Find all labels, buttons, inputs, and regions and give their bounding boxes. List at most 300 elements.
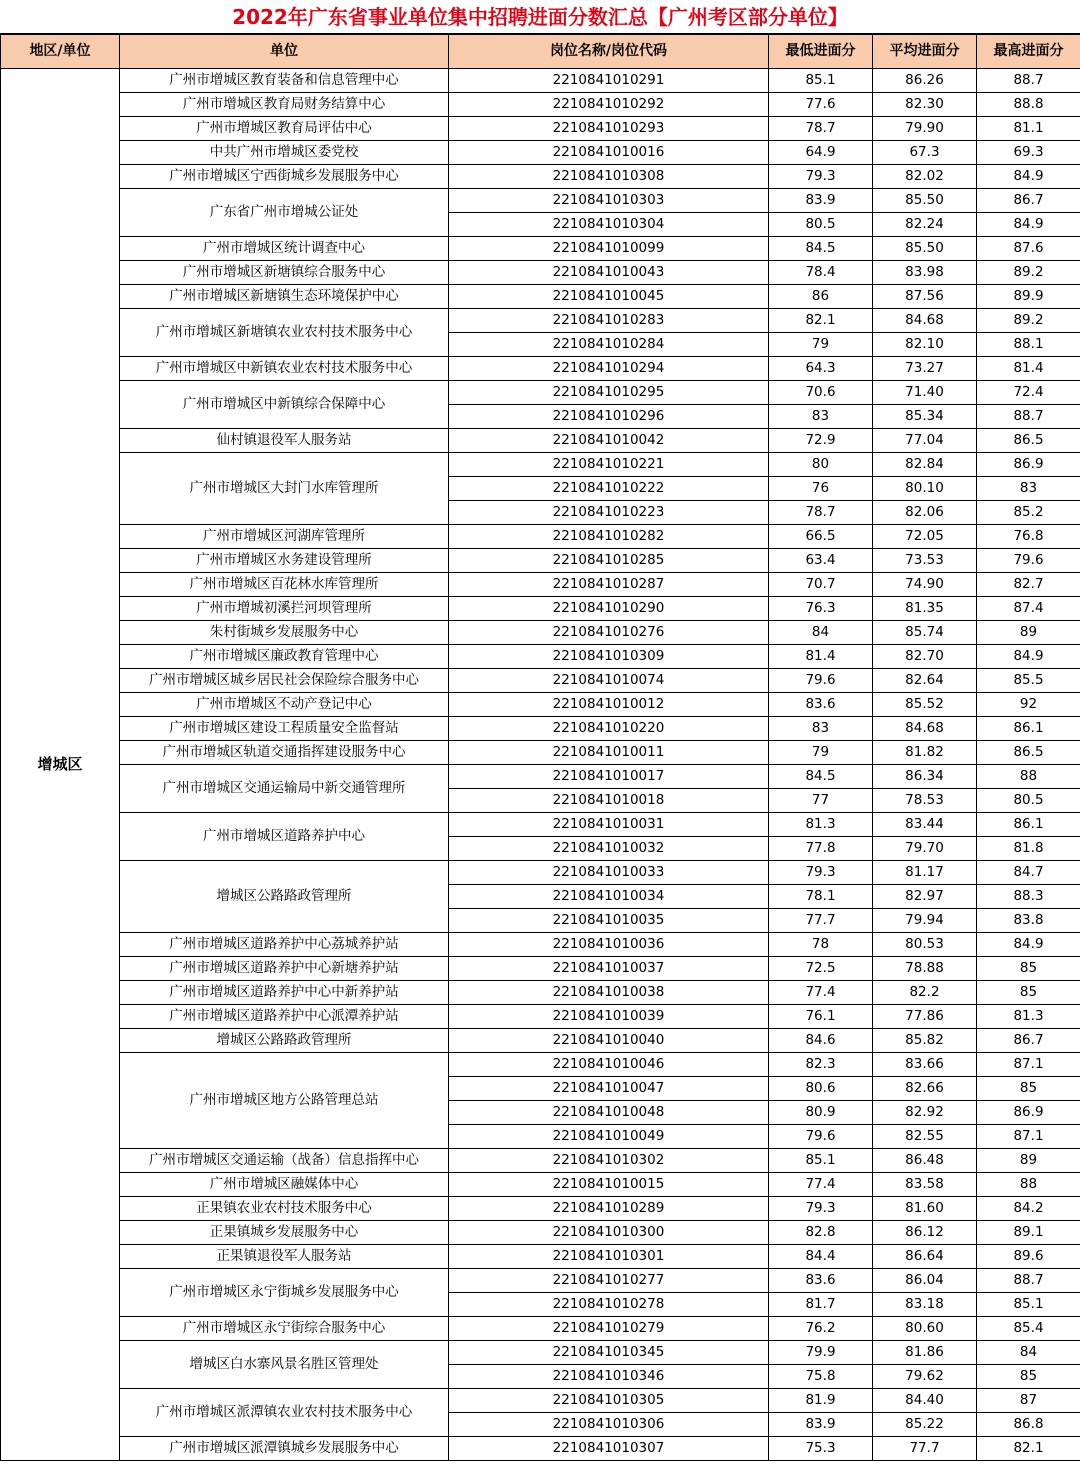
avg-score-cell: 83.98 — [873, 261, 977, 285]
position-code-cell: 2210841010034 — [449, 885, 769, 909]
max-score-cell: 87.1 — [977, 1125, 1080, 1149]
header-max-score: 最高进面分 — [977, 35, 1080, 69]
avg-score-cell: 79.90 — [873, 117, 977, 141]
min-score-cell: 70.7 — [769, 573, 873, 597]
unit-name-cell: 朱村街城乡发展服务中心 — [120, 621, 449, 645]
min-score-cell: 80 — [769, 453, 873, 477]
avg-score-cell: 79.62 — [873, 1365, 977, 1389]
position-code-cell: 2210841010305 — [449, 1389, 769, 1413]
min-score-cell: 85.1 — [769, 1149, 873, 1173]
unit-name-cell: 广州市增城区宁西街城乡发展服务中心 — [120, 165, 449, 189]
min-score-cell: 77.7 — [769, 909, 873, 933]
table-row — [1, 1005, 1080, 1029]
unit-name-cell: 广州市增城区永宁街城乡发展服务中心 — [120, 1269, 449, 1317]
table-row — [1, 1341, 1080, 1365]
max-score-cell: 86.9 — [977, 1101, 1080, 1125]
max-score-cell: 84.9 — [977, 645, 1080, 669]
header-region: 地区/单位 — [1, 35, 120, 69]
max-score-cell: 89.9 — [977, 285, 1080, 309]
max-score-cell: 87.1 — [977, 1053, 1080, 1077]
max-score-cell: 89.2 — [977, 309, 1080, 333]
avg-score-cell: 82.30 — [873, 93, 977, 117]
position-code-cell: 2210841010099 — [449, 237, 769, 261]
table-row — [1, 717, 1080, 741]
position-code-cell: 2210841010287 — [449, 573, 769, 597]
min-score-cell: 78 — [769, 933, 873, 957]
max-score-cell: 81.8 — [977, 837, 1080, 861]
position-code-cell: 2210841010293 — [449, 117, 769, 141]
min-score-cell: 84 — [769, 621, 873, 645]
table-row — [1, 813, 1080, 837]
table-row — [1, 1053, 1080, 1077]
avg-score-cell: 86.12 — [873, 1221, 977, 1245]
position-code-cell: 2210841010285 — [449, 549, 769, 573]
max-score-cell: 85 — [977, 1077, 1080, 1101]
unit-name-cell: 广州市增城区融媒体中心 — [120, 1173, 449, 1197]
table-row — [1, 693, 1080, 717]
min-score-cell: 83 — [769, 717, 873, 741]
table-row — [1, 453, 1080, 477]
unit-name-cell: 广州市增城区百花林水库管理所 — [120, 573, 449, 597]
table-row — [1, 189, 1080, 213]
table-row — [1, 1029, 1080, 1053]
min-score-cell: 78.4 — [769, 261, 873, 285]
avg-score-cell: 82.24 — [873, 213, 977, 237]
max-score-cell: 76.8 — [977, 525, 1080, 549]
max-score-cell: 86.8 — [977, 1413, 1080, 1437]
avg-score-cell: 84.40 — [873, 1389, 977, 1413]
min-score-cell: 78.1 — [769, 885, 873, 909]
avg-score-cell: 86.64 — [873, 1245, 977, 1269]
unit-name-cell: 广州市增城区河湖库管理所 — [120, 525, 449, 549]
table-row — [1, 645, 1080, 669]
unit-name-cell: 广州市增城区水务建设管理所 — [120, 549, 449, 573]
table-row — [1, 117, 1080, 141]
position-code-cell: 2210841010291 — [449, 69, 769, 93]
max-score-cell: 85.1 — [977, 1293, 1080, 1317]
avg-score-cell: 85.74 — [873, 621, 977, 645]
table-header-row — [1, 35, 1080, 69]
avg-score-cell: 83.66 — [873, 1053, 977, 1077]
avg-score-cell: 77.7 — [873, 1437, 977, 1461]
position-code-cell: 2210841010048 — [449, 1101, 769, 1125]
table-row — [1, 981, 1080, 1005]
min-score-cell: 81.4 — [769, 645, 873, 669]
min-score-cell: 76.3 — [769, 597, 873, 621]
min-score-cell: 80.5 — [769, 213, 873, 237]
table-row — [1, 1221, 1080, 1245]
min-score-cell: 70.6 — [769, 381, 873, 405]
position-code-cell: 2210841010289 — [449, 1197, 769, 1221]
table-row — [1, 237, 1080, 261]
avg-score-cell: 85.34 — [873, 405, 977, 429]
min-score-cell: 77.6 — [769, 93, 873, 117]
min-score-cell: 79.6 — [769, 1125, 873, 1149]
position-code-cell: 2210841010012 — [449, 693, 769, 717]
max-score-cell: 88 — [977, 765, 1080, 789]
max-score-cell: 85 — [977, 957, 1080, 981]
table-row — [1, 741, 1080, 765]
max-score-cell: 84.7 — [977, 861, 1080, 885]
position-code-cell: 2210841010303 — [449, 189, 769, 213]
avg-score-cell: 77.04 — [873, 429, 977, 453]
unit-name-cell: 广东省广州市增城公证处 — [120, 189, 449, 237]
position-code-cell: 2210841010295 — [449, 381, 769, 405]
position-code-cell: 2210841010220 — [449, 717, 769, 741]
min-score-cell: 79 — [769, 741, 873, 765]
max-score-cell: 89.2 — [977, 261, 1080, 285]
avg-score-cell: 73.27 — [873, 357, 977, 381]
max-score-cell: 88.3 — [977, 885, 1080, 909]
avg-score-cell: 81.82 — [873, 741, 977, 765]
position-code-cell: 2210841010223 — [449, 501, 769, 525]
min-score-cell: 86 — [769, 285, 873, 309]
max-score-cell: 86.1 — [977, 813, 1080, 837]
max-score-cell: 80.5 — [977, 789, 1080, 813]
max-score-cell: 84 — [977, 1341, 1080, 1365]
max-score-cell: 84.2 — [977, 1197, 1080, 1221]
table-row — [1, 669, 1080, 693]
max-score-cell: 88.1 — [977, 333, 1080, 357]
position-code-cell: 2210841010302 — [449, 1149, 769, 1173]
position-code-cell: 2210841010043 — [449, 261, 769, 285]
min-score-cell: 79.3 — [769, 1197, 873, 1221]
avg-score-cell: 82.70 — [873, 645, 977, 669]
avg-score-cell: 77.86 — [873, 1005, 977, 1029]
unit-name-cell: 广州市增城区中新镇综合保障中心 — [120, 381, 449, 429]
position-code-cell: 2210841010032 — [449, 837, 769, 861]
unit-name-cell: 广州市增城区教育装备和信息管理中心 — [120, 69, 449, 93]
max-score-cell: 88.8 — [977, 93, 1080, 117]
min-score-cell: 76.1 — [769, 1005, 873, 1029]
position-code-cell: 2210841010306 — [449, 1413, 769, 1437]
min-score-cell: 63.4 — [769, 549, 873, 573]
table-row — [1, 1173, 1080, 1197]
avg-score-cell: 71.40 — [873, 381, 977, 405]
unit-name-cell: 广州市增城区教育局财务结算中心 — [120, 93, 449, 117]
max-score-cell: 84.9 — [977, 213, 1080, 237]
position-code-cell: 2210841010346 — [449, 1365, 769, 1389]
table-row — [1, 1317, 1080, 1341]
table-row — [1, 525, 1080, 549]
table-row — [1, 1149, 1080, 1173]
position-code-cell: 2210841010307 — [449, 1437, 769, 1461]
table-row — [1, 597, 1080, 621]
avg-score-cell: 83.18 — [873, 1293, 977, 1317]
unit-name-cell: 广州市增城区新塘镇农业农村技术服务中心 — [120, 309, 449, 357]
min-score-cell: 77.4 — [769, 1173, 873, 1197]
position-code-cell: 2210841010296 — [449, 405, 769, 429]
avg-score-cell: 80.53 — [873, 933, 977, 957]
position-code-cell: 2210841010301 — [449, 1245, 769, 1269]
unit-name-cell: 广州市增城区道路养护中心中新养护站 — [120, 981, 449, 1005]
unit-name-cell: 广州市增城区地方公路管理总站 — [120, 1053, 449, 1149]
avg-score-cell: 79.94 — [873, 909, 977, 933]
avg-score-cell: 67.3 — [873, 141, 977, 165]
position-code-cell: 2210841010074 — [449, 669, 769, 693]
position-code-cell: 2210841010222 — [449, 477, 769, 501]
unit-name-cell: 中共广州市增城区委党校 — [120, 141, 449, 165]
min-score-cell: 78.7 — [769, 501, 873, 525]
min-score-cell: 75.8 — [769, 1365, 873, 1389]
position-code-cell: 2210841010040 — [449, 1029, 769, 1053]
position-code-cell: 2210841010046 — [449, 1053, 769, 1077]
table-row — [1, 357, 1080, 381]
position-code-cell: 2210841010018 — [449, 789, 769, 813]
position-code-cell: 2210841010284 — [449, 333, 769, 357]
avg-score-cell: 80.60 — [873, 1317, 977, 1341]
position-code-cell: 2210841010308 — [449, 165, 769, 189]
unit-name-cell: 广州市增城初溪拦河坝管理所 — [120, 597, 449, 621]
max-score-cell: 88.7 — [977, 1269, 1080, 1293]
table-row — [1, 285, 1080, 309]
max-score-cell: 87 — [977, 1389, 1080, 1413]
table-row — [1, 165, 1080, 189]
min-score-cell: 83.9 — [769, 189, 873, 213]
avg-score-cell: 84.68 — [873, 309, 977, 333]
min-score-cell: 64.9 — [769, 141, 873, 165]
max-score-cell: 69.3 — [977, 141, 1080, 165]
position-code-cell: 2210841010039 — [449, 1005, 769, 1029]
table-row — [1, 1245, 1080, 1269]
avg-score-cell: 79.70 — [873, 837, 977, 861]
unit-name-cell: 广州市增城区永宁街综合服务中心 — [120, 1317, 449, 1341]
max-score-cell: 86.5 — [977, 741, 1080, 765]
min-score-cell: 64.3 — [769, 357, 873, 381]
position-code-cell: 2210841010036 — [449, 933, 769, 957]
max-score-cell: 83 — [977, 477, 1080, 501]
position-code-cell: 2210841010038 — [449, 981, 769, 1005]
min-score-cell: 83 — [769, 405, 873, 429]
avg-score-cell: 82.66 — [873, 1077, 977, 1101]
max-score-cell: 81.3 — [977, 1005, 1080, 1029]
min-score-cell: 82.1 — [769, 309, 873, 333]
min-score-cell: 81.7 — [769, 1293, 873, 1317]
max-score-cell: 89.6 — [977, 1245, 1080, 1269]
unit-name-cell: 广州市增城区教育局评估中心 — [120, 117, 449, 141]
position-code-cell: 2210841010345 — [449, 1341, 769, 1365]
avg-score-cell: 84.68 — [873, 717, 977, 741]
min-score-cell: 84.6 — [769, 1029, 873, 1053]
min-score-cell: 81.3 — [769, 813, 873, 837]
position-code-cell: 2210841010011 — [449, 741, 769, 765]
max-score-cell: 85.4 — [977, 1317, 1080, 1341]
table-row — [1, 1437, 1080, 1461]
table-row — [1, 933, 1080, 957]
avg-score-cell: 87.56 — [873, 285, 977, 309]
avg-score-cell: 85.52 — [873, 693, 977, 717]
max-score-cell: 85.5 — [977, 669, 1080, 693]
table-row — [1, 429, 1080, 453]
avg-score-cell: 86.26 — [873, 69, 977, 93]
position-code-cell: 2210841010047 — [449, 1077, 769, 1101]
max-score-cell: 86.9 — [977, 453, 1080, 477]
max-score-cell: 85.2 — [977, 501, 1080, 525]
min-score-cell: 81.9 — [769, 1389, 873, 1413]
max-score-cell: 86.1 — [977, 717, 1080, 741]
unit-name-cell: 仙村镇退役军人服务站 — [120, 429, 449, 453]
unit-name-cell: 广州市增城区不动产登记中心 — [120, 693, 449, 717]
min-score-cell: 80.9 — [769, 1101, 873, 1125]
unit-name-cell: 正果镇城乡发展服务中心 — [120, 1221, 449, 1245]
max-score-cell: 82.1 — [977, 1437, 1080, 1461]
min-score-cell: 72.9 — [769, 429, 873, 453]
avg-score-cell: 73.53 — [873, 549, 977, 573]
unit-name-cell: 广州市增城区派潭镇城乡发展服务中心 — [120, 1437, 449, 1461]
position-code-cell: 2210841010292 — [449, 93, 769, 117]
unit-name-cell: 增城区公路路政管理所 — [120, 861, 449, 933]
table-row — [1, 93, 1080, 117]
max-score-cell: 83.8 — [977, 909, 1080, 933]
position-code-cell: 2210841010300 — [449, 1221, 769, 1245]
max-score-cell: 87.4 — [977, 597, 1080, 621]
header-min-score: 最低进面分 — [769, 35, 873, 69]
min-score-cell: 82.8 — [769, 1221, 873, 1245]
min-score-cell: 77.8 — [769, 837, 873, 861]
position-code-cell: 2210841010016 — [449, 141, 769, 165]
unit-name-cell: 正果镇退役军人服务站 — [120, 1245, 449, 1269]
avg-score-cell: 80.10 — [873, 477, 977, 501]
unit-name-cell: 广州市增城区交通运输（战备）信息指挥中心 — [120, 1149, 449, 1173]
min-score-cell: 76 — [769, 477, 873, 501]
table-row — [1, 141, 1080, 165]
avg-score-cell: 82.2 — [873, 981, 977, 1005]
avg-score-cell: 81.86 — [873, 1341, 977, 1365]
table-row — [1, 621, 1080, 645]
min-score-cell: 83.9 — [769, 1413, 873, 1437]
min-score-cell: 85.1 — [769, 69, 873, 93]
min-score-cell: 79.3 — [769, 861, 873, 885]
max-score-cell: 84.9 — [977, 933, 1080, 957]
unit-name-cell: 广州市增城区统计调查中心 — [120, 237, 449, 261]
max-score-cell: 85 — [977, 1365, 1080, 1389]
avg-score-cell: 81.35 — [873, 597, 977, 621]
table-row — [1, 957, 1080, 981]
max-score-cell: 92 — [977, 693, 1080, 717]
position-code-cell: 2210841010037 — [449, 957, 769, 981]
avg-score-cell: 82.97 — [873, 885, 977, 909]
avg-score-cell: 82.55 — [873, 1125, 977, 1149]
avg-score-cell: 86.48 — [873, 1149, 977, 1173]
avg-score-cell: 72.05 — [873, 525, 977, 549]
max-score-cell: 79.6 — [977, 549, 1080, 573]
position-code-cell: 2210841010015 — [449, 1173, 769, 1197]
position-code-cell: 2210841010035 — [449, 909, 769, 933]
avg-score-cell: 82.10 — [873, 333, 977, 357]
position-code-cell: 2210841010017 — [449, 765, 769, 789]
position-code-cell: 2210841010049 — [449, 1125, 769, 1149]
min-score-cell: 84.5 — [769, 765, 873, 789]
max-score-cell: 88.7 — [977, 405, 1080, 429]
table-row — [1, 861, 1080, 885]
unit-name-cell: 广州市增城区道路养护中心 — [120, 813, 449, 861]
table-row — [1, 1389, 1080, 1413]
avg-score-cell: 74.90 — [873, 573, 977, 597]
unit-name-cell: 广州市增城区道路养护中心新塘养护站 — [120, 957, 449, 981]
min-score-cell: 75.3 — [769, 1437, 873, 1461]
avg-score-cell: 82.92 — [873, 1101, 977, 1125]
avg-score-cell: 82.02 — [873, 165, 977, 189]
position-code-cell: 2210841010221 — [449, 453, 769, 477]
unit-name-cell: 广州市增城区建设工程质量安全监督站 — [120, 717, 449, 741]
min-score-cell: 80.6 — [769, 1077, 873, 1101]
avg-score-cell: 82.64 — [873, 669, 977, 693]
min-score-cell: 83.6 — [769, 693, 873, 717]
max-score-cell: 81.1 — [977, 117, 1080, 141]
table-body — [1, 69, 1080, 1461]
min-score-cell: 77.4 — [769, 981, 873, 1005]
position-code-cell: 2210841010294 — [449, 357, 769, 381]
position-code-cell: 2210841010045 — [449, 285, 769, 309]
max-score-cell: 88.7 — [977, 69, 1080, 93]
header-position-code: 岗位名称/岗位代码 — [449, 35, 769, 69]
position-code-cell: 2210841010278 — [449, 1293, 769, 1317]
min-score-cell: 79.3 — [769, 165, 873, 189]
region-cell: 增城区 — [1, 69, 120, 1461]
min-score-cell: 84.5 — [769, 237, 873, 261]
unit-name-cell: 广州市增城区新塘镇综合服务中心 — [120, 261, 449, 285]
min-score-cell: 82.3 — [769, 1053, 873, 1077]
unit-name-cell: 广州市增城区新塘镇生态环境保护中心 — [120, 285, 449, 309]
avg-score-cell: 78.88 — [873, 957, 977, 981]
position-code-cell: 2210841010282 — [449, 525, 769, 549]
min-score-cell: 72.5 — [769, 957, 873, 981]
avg-score-cell: 85.82 — [873, 1029, 977, 1053]
max-score-cell: 87.6 — [977, 237, 1080, 261]
table-row — [1, 549, 1080, 573]
score-table — [0, 34, 1080, 1461]
header-avg-score: 平均进面分 — [873, 35, 977, 69]
page-title: 2022年广东省事业单位集中招聘进面分数汇总【广州考区部分单位】 — [0, 0, 1080, 34]
position-code-cell: 2210841010276 — [449, 621, 769, 645]
unit-name-cell: 广州市增城区廉政教育管理中心 — [120, 645, 449, 669]
avg-score-cell: 81.60 — [873, 1197, 977, 1221]
max-score-cell: 88 — [977, 1173, 1080, 1197]
unit-name-cell: 广州市增城区中新镇农业农村技术服务中心 — [120, 357, 449, 381]
unit-name-cell: 广州市增城区大封门水库管理所 — [120, 453, 449, 525]
table-row — [1, 261, 1080, 285]
position-code-cell: 2210841010283 — [449, 309, 769, 333]
max-score-cell: 89 — [977, 1149, 1080, 1173]
min-score-cell: 66.5 — [769, 525, 873, 549]
max-score-cell: 89.1 — [977, 1221, 1080, 1245]
position-code-cell: 2210841010279 — [449, 1317, 769, 1341]
min-score-cell: 84.4 — [769, 1245, 873, 1269]
table-row — [1, 381, 1080, 405]
position-code-cell: 2210841010033 — [449, 861, 769, 885]
table-row — [1, 69, 1080, 93]
avg-score-cell: 85.22 — [873, 1413, 977, 1437]
avg-score-cell: 81.17 — [873, 861, 977, 885]
min-score-cell: 83.6 — [769, 1269, 873, 1293]
max-score-cell: 86.7 — [977, 189, 1080, 213]
unit-name-cell: 广州市增城区交通运输局中新交通管理所 — [120, 765, 449, 813]
unit-name-cell: 增城区白水寨风景名胜区管理处 — [120, 1341, 449, 1389]
position-code-cell: 2210841010042 — [449, 429, 769, 453]
position-code-cell: 2210841010309 — [449, 645, 769, 669]
avg-score-cell: 85.50 — [873, 237, 977, 261]
table-row — [1, 1197, 1080, 1221]
unit-name-cell: 广州市增城区道路养护中心荔城养护站 — [120, 933, 449, 957]
unit-name-cell: 广州市增城区城乡居民社会保险综合服务中心 — [120, 669, 449, 693]
max-score-cell: 85 — [977, 981, 1080, 1005]
max-score-cell: 72.4 — [977, 381, 1080, 405]
header-unit: 单位 — [120, 35, 449, 69]
max-score-cell: 86.5 — [977, 429, 1080, 453]
min-score-cell: 79 — [769, 333, 873, 357]
unit-name-cell: 广州市增城区派潭镇农业农村技术服务中心 — [120, 1389, 449, 1437]
position-code-cell: 2210841010304 — [449, 213, 769, 237]
